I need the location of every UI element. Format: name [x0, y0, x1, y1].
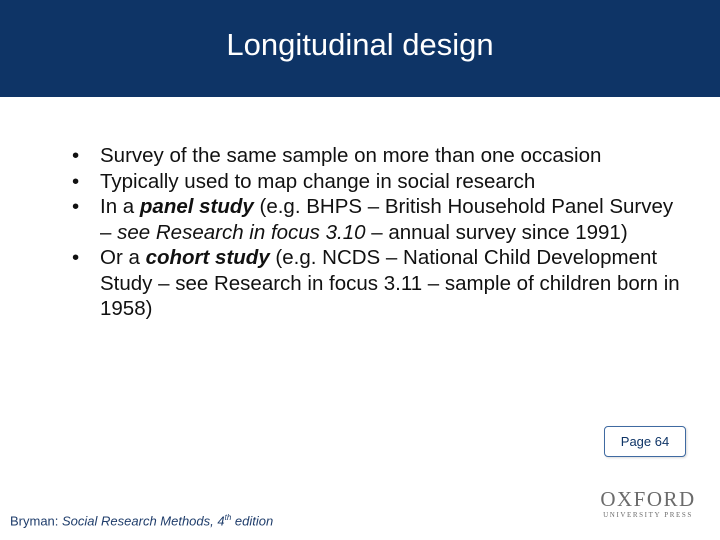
key-term: cohort study	[145, 246, 270, 269]
bullet-dot: •	[72, 195, 80, 218]
bullet-dot: •	[72, 144, 80, 167]
bullet-text-pre: Or a	[100, 246, 146, 269]
footer-citation	[10, 513, 273, 528]
bullet-item	[72, 169, 682, 195]
oxford-logo	[598, 488, 698, 520]
bullet-text-mid: (e.g. BHPS – British Household Panel Survey –	[100, 195, 674, 244]
footer-book: Social Research Methods, 4	[62, 513, 225, 529]
footer-author: Bryman:	[10, 513, 63, 529]
bullet-dot: •	[72, 169, 80, 193]
footer-sup: th	[224, 513, 232, 522]
reference-text: see Research in focus 3.10	[117, 220, 366, 244]
bullet-item	[72, 143, 682, 169]
bullet-text-post: (e.g. NCDS – National Child Development Study – see Research in focus 3.11 – sample of children born in 1958)	[100, 246, 680, 320]
footer-edition: edition	[231, 513, 274, 529]
bullet-text-pre: In a	[100, 195, 140, 218]
logo-line1: OXFORD	[600, 487, 696, 511]
bullet-item	[72, 194, 682, 245]
bullet-text: Typically used to map change in social research	[100, 169, 536, 193]
key-term: panel study	[139, 195, 254, 218]
title-bar	[0, 0, 720, 97]
bullet-item	[72, 245, 682, 322]
bullet-text-post: – annual survey since 1991)	[365, 220, 628, 244]
bullet-list	[72, 143, 682, 322]
bullet-dot: •	[72, 246, 80, 269]
page-reference-button[interactable]: Page 64	[604, 426, 686, 457]
slide-title: Longitudinal design	[226, 26, 494, 62]
bullet-text: Survey of the same sample on more than one occasion	[100, 144, 602, 167]
logo-line2: UNIVERSITY PRESS	[603, 511, 693, 519]
